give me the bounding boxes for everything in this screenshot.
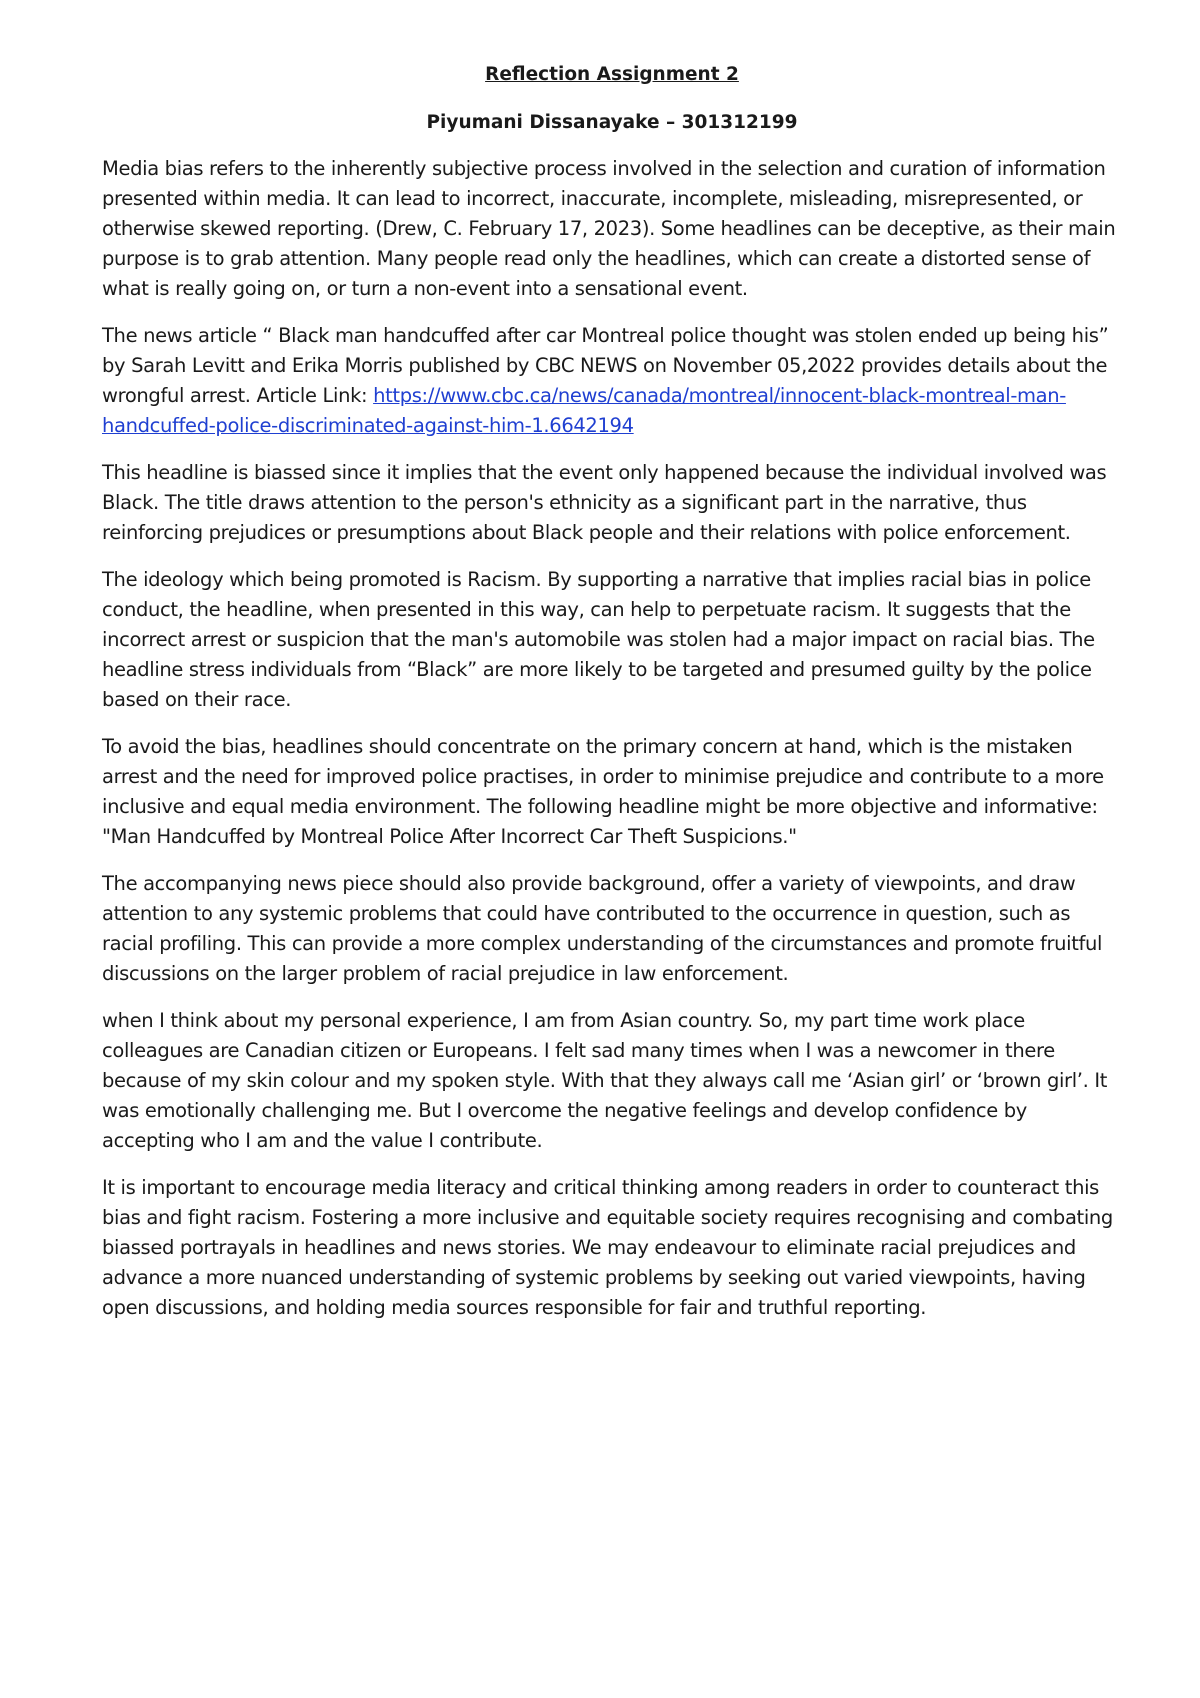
news-article-text: The news article “ Black man handcuffed after car Montreal police thought was stolen ended up being his” by Sarah Levitt and Erika Morris published by CBC NEWS on November 05,2022 provides details about the wrongful arrest. [102, 324, 1109, 407]
paragraph-ideology: The ideology which being promoted is Racism. By supporting a narrative that implies racial bias in police conduct, the headline, when presented in this way, can help to perpetuate racism. It suggests that the incorrect arrest or suspicion that the man's automobile was stolen had a major impact on racial bias. The headline stress individuals from “Black” are more likely to be targeted and presumed guilty by the police based on their race. [102, 568, 1095, 711]
article-link-url-part2: handcuffed-police-discriminated-against-him-1.6642194 [102, 414, 634, 437]
article-link-url-part1: https://www.cbc.ca/news/canada/montreal/innocent-black-montreal-man- [373, 384, 1066, 407]
paragraph-media-literacy: It is important to encourage media literacy and critical thinking among readers in order to counteract this bias and fight racism. Fostering a more inclusive and equitable society requires recognising and combating biassed portrayals in headlines and news stories. We may endeavour to eliminate racial prejudices and advance a more nuanced understanding of systemic problems by seeking out varied viewpoints, having open discussions, and holding media sources responsible for fair and truthful reporting. [102, 1176, 1113, 1319]
article-link-label: Article Link: [256, 384, 374, 407]
paragraph-personal-experience: when I think about my personal experience, I am from Asian country. So, my part time work place colleagues are Canadian citizen or Europeans. I felt sad many times when I was a newcomer in there because of my skin colour and my spoken style. With that they always call me ‘Asian girl’ or ‘brown girl’. It was emotionally challenging me. But I overcome the negative feelings and develop confidence by accepting who I am and the value I contribute. [102, 1009, 1108, 1152]
paragraph-headline-bias: This headline is biassed since it implies that the event only happened because the individual involved was Black. The title draws attention to the person's ethnicity as a significant part in the narrative, thus reinforcing prejudices or presumptions about Black people and their relations with police enforcement. [102, 461, 1107, 544]
paragraph-media-bias: Media bias refers to the inherently subjective process involved in the selection and curation of information presented within media. It can lead to incorrect, inaccurate, incomplete, misleading, misrepresented, or otherwise skewed reporting. (Drew, C. February 17, 2023). Some headlines can be deceptive, as their main purpose is to grab attention. Many people read only the headlines, which can create a distorted sense of what is really going on, or turn a non-event into a sensational event. [102, 157, 1116, 300]
paragraph-news-piece: The accompanying news piece should also provide background, offer a variety of viewpoints, and draw attention to any systemic problems that could have contributed to the occurrence in question, such as racial profiling. This can provide a more complex understanding of the circumstances and promote fruitful discussions on the larger problem of racial prejudice in law enforcement. [102, 872, 1103, 985]
author-line: Piyumani Dissanayake – 301312199 [426, 112, 798, 133]
document-page [102, 60, 1122, 1340]
document-title: Reflection Assignment 2 [485, 64, 739, 85]
paragraph-avoid-bias: To avoid the bias, headlines should concentrate on the primary concern at hand, which is the mistaken arrest and the need for improved police practises, in order to minimise prejudice and contribute to a more inclusive and equal media environment. The following headline might be more objective and informative: "Man Handcuffed by Montreal Police After Incorrect Car Theft Suspicions." [102, 735, 1104, 848]
paragraph-news-article [102, 321, 1122, 441]
